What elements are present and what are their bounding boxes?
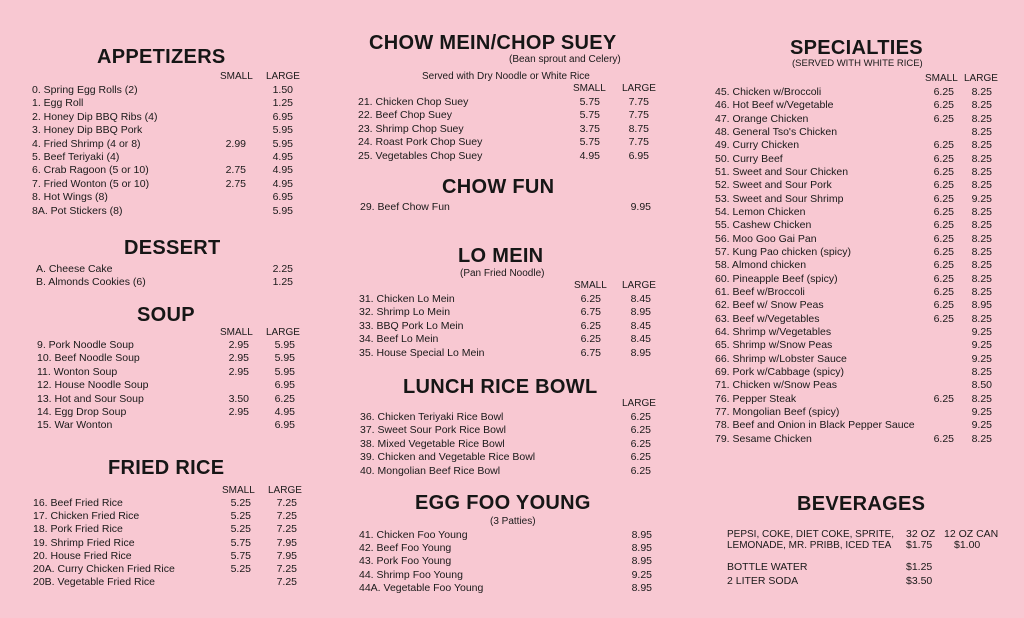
menu-item-small-price: 2.99 [225, 137, 246, 150]
lunch-rice-bowl-large-header: LARGE [622, 398, 656, 409]
chow-mein-subtitle: (Bean sprout and Celery) [509, 54, 621, 65]
fried-rice-title: FRIED RICE [108, 457, 225, 479]
menu-item-small-price: 5.75 [230, 549, 251, 562]
menu-item-name: 8. Hot Wings (8) [32, 191, 108, 204]
menu-item-name: 37. Sweet Sour Pork Rice Bowl [360, 424, 506, 437]
menu-item-name: 47. Orange Chicken [715, 112, 809, 125]
menu-item-large-price: 8.25 [971, 245, 992, 258]
menu-item-large-price: 8.25 [971, 285, 992, 298]
menu-item-small-price: 6.25 [933, 165, 954, 178]
menu-item-name: 19. Shrimp Fried Rice [33, 536, 135, 549]
menu-item-name: 50. Curry Beef [715, 152, 783, 165]
menu-item-small-price: 5.75 [579, 96, 600, 108]
menu-item-large-price: 9.25 [971, 419, 992, 432]
menu-item-large-price: 6.95 [272, 191, 293, 204]
menu-item-small-price: 6.25 [933, 272, 954, 285]
menu-item-small-price: 6.25 [933, 179, 954, 192]
menu-item-large-price: 8.95 [631, 529, 652, 541]
menu-item-large-price: 7.25 [276, 523, 297, 536]
menu-item-large-price: 8.25 [971, 139, 992, 152]
chow-mein-large-header: LARGE [622, 83, 656, 94]
menu-item-name: 38. Mixed Vegetable Rice Bowl [360, 437, 505, 450]
menu-item-small-price: 5.25 [230, 510, 251, 523]
beverages-water-price: $1.25 [906, 561, 933, 573]
menu-item-small-price: 6.25 [933, 392, 954, 405]
menu-item-small-price: 6.25 [933, 285, 954, 298]
lo-mein-subtitle: (Pan Fried Noodle) [460, 268, 545, 279]
menu-item-name: 46. Hot Beef w/Vegetable [715, 99, 834, 112]
menu-item-name: 56. Moo Goo Gai Pan [715, 232, 817, 245]
soup-large-header: LARGE [266, 327, 300, 338]
menu-item-large-price: 9.25 [971, 325, 992, 338]
menu-item-large-price: 8.95 [631, 542, 652, 555]
menu-item-small-price: 6.25 [933, 432, 954, 445]
menu-item-name: 14. Egg Drop Soup [37, 406, 127, 418]
menu-item-name: 35. House Special Lo Mein [359, 346, 485, 359]
menu-item-name: 0. Spring Egg Rolls (2) [32, 84, 138, 96]
menu-item-large-price: 9.95 [630, 201, 651, 213]
menu-item-large-price: 7.75 [628, 136, 649, 149]
menu-item-small-price: 5.75 [230, 536, 251, 549]
menu-item-small-price: 6.25 [933, 152, 954, 165]
menu-item-large-price: 7.95 [276, 549, 297, 562]
beverages-soda-line2: LEMONADE, MR. PRIBB, ICED TEA [727, 540, 892, 551]
menu-item-large-price: 6.25 [274, 392, 295, 405]
menu-item-name: 36. Chicken Teriyaki Rice Bowl [360, 411, 504, 423]
appetizers-small-header: SMALL [220, 71, 253, 82]
menu-item-name: 69. Pork w/Cabbage (spicy) [715, 365, 844, 378]
menu-item-small-price: 6.25 [933, 312, 954, 325]
lo-mein-large-header: LARGE [622, 280, 656, 291]
menu-item-large-price: 1.50 [272, 84, 293, 96]
menu-item-small-price: 6.25 [933, 139, 954, 152]
menu-item-small-price: 5.25 [230, 563, 251, 575]
menu-item-large-price: 8.25 [971, 312, 992, 325]
menu-item-small-price: 5.25 [230, 497, 251, 509]
menu-item-name: 24. Roast Pork Chop Suey [358, 136, 483, 149]
menu-item-name: 15. War Wonton [37, 419, 113, 432]
menu-item-small-price: 2.75 [225, 177, 246, 190]
menu-item-large-price: 6.95 [272, 110, 293, 123]
menu-item-name: 2. Honey Dip BBQ Ribs (4) [32, 110, 158, 123]
menu-item-small-price: 6.75 [580, 346, 601, 359]
menu-item-name: 58. Almond chicken [715, 259, 807, 272]
menu-item-large-price: 6.95 [274, 419, 295, 432]
menu-item-large-price: 7.25 [276, 497, 297, 509]
menu-item-large-price: 8.45 [630, 333, 651, 346]
menu-item-name: 25. Vegetables Chop Suey [358, 149, 483, 162]
menu-item-large-price: 4.95 [272, 151, 293, 163]
menu-item-name: 18. Pork Fried Rice [33, 523, 123, 536]
menu-item-large-price: 8.25 [971, 365, 992, 378]
beverages-price-32oz: $1.75 [906, 539, 933, 551]
menu-item-small-price: 6.25 [580, 333, 601, 346]
menu-item-name: 52. Sweet and Sour Pork [715, 179, 832, 192]
menu-item-small-price: 6.25 [580, 319, 601, 332]
menu-item-name: 23. Shrimp Chop Suey [358, 122, 464, 135]
appetizers-title: APPETIZERS [97, 46, 226, 68]
menu-item-large-price: 4.95 [274, 406, 295, 418]
menu-item-large-price: 6.25 [630, 424, 651, 437]
menu-item-small-price: 6.25 [933, 205, 954, 218]
menu-item-name: 57. Kung Pao chicken (spicy) [715, 245, 851, 258]
menu-item-name: 41. Chicken Foo Young [359, 529, 468, 541]
menu-item-large-price: 8.25 [971, 219, 992, 232]
menu-item-small-price: 6.25 [933, 245, 954, 258]
menu-item-name: 39. Chicken and Vegetable Rice Bowl [360, 451, 536, 464]
menu-item-name: 20. House Fried Rice [33, 549, 132, 562]
menu-item-large-price: 7.75 [628, 109, 649, 122]
egg-foo-young-title: EGG FOO YOUNG [415, 492, 591, 514]
menu-item-large-price: 8.25 [971, 112, 992, 125]
menu-item-name: 53. Sweet and Sour Shrimp [715, 192, 844, 205]
menu-item-large-price: 7.95 [276, 536, 297, 549]
specialties-subtitle: (SERVED WITH WHITE RICE) [792, 58, 923, 69]
menu-item-large-price: 8.25 [971, 86, 992, 98]
menu-item-small-price: 2.95 [228, 352, 249, 365]
menu-item-large-price: 5.95 [274, 365, 295, 378]
menu-item-name: 21. Chicken Chop Suey [358, 96, 469, 108]
menu-item-large-price: 6.25 [630, 411, 651, 423]
menu-item-name: 32. Shrimp Lo Mein [359, 306, 451, 319]
menu-item-small-price: 6.25 [933, 86, 954, 98]
menu-item-large-price: 8.25 [971, 152, 992, 165]
menu-item-name: 33. BBQ Pork Lo Mein [359, 319, 464, 332]
menu-item-small-price: 2.95 [228, 339, 249, 351]
menu-item-name: 61. Beef w/Broccoli [715, 285, 805, 298]
menu-item-large-price: 8.25 [971, 392, 992, 405]
beverages-liter-price: $3.50 [906, 575, 933, 587]
menu-item-large-price: 5.95 [274, 352, 295, 365]
menu-item-large-price: 6.25 [630, 437, 651, 450]
menu-item-small-price: 6.25 [933, 259, 954, 272]
menu-item-large-price: 8.25 [971, 99, 992, 112]
menu-item-name: 34. Beef Lo Mein [359, 333, 439, 346]
menu-item-large-price: 8.95 [630, 346, 651, 359]
menu-item-name: 16. Beef Fried Rice [33, 497, 123, 509]
menu-item-large-price: 1.25 [272, 276, 293, 289]
menu-item-large-price: 8.25 [971, 205, 992, 218]
menu-item-name: 65. Shrimp w/Snow Peas [715, 339, 833, 352]
menu-item-large-price: 8.45 [630, 293, 651, 305]
menu-item-name: A. Cheese Cake [36, 263, 113, 275]
beverages-size-can: 12 OZ CAN [944, 528, 999, 540]
menu-item-small-price: 6.75 [580, 306, 601, 319]
menu-item-large-price: 8.25 [971, 125, 992, 138]
menu-item-large-price: 8.25 [971, 165, 992, 178]
specialties-title: SPECIALTIES [790, 37, 923, 59]
menu-item-large-price: 7.25 [276, 510, 297, 523]
lo-mein-title: LO MEIN [458, 245, 544, 267]
menu-item-name: 42. Beef Foo Young [359, 542, 452, 555]
menu-item-small-price: 6.25 [933, 99, 954, 112]
menu-item-name: 10. Beef Noodle Soup [37, 352, 140, 365]
menu-item-name: 55. Cashew Chicken [715, 219, 812, 232]
menu-item-name: 63. Beef w/Vegetables [715, 312, 820, 325]
menu-item-name: 64. Shrimp w/Vegetables [715, 325, 832, 338]
menu-item-large-price: 8.50 [971, 379, 992, 392]
menu-item-large-price: 7.75 [628, 96, 649, 108]
chow-fun-title: CHOW FUN [442, 176, 555, 198]
menu-item-large-price: 7.25 [276, 576, 297, 589]
menu-item-small-price: 2.95 [228, 406, 249, 418]
fried-rice-large-header: LARGE [268, 485, 302, 496]
egg-foo-young-subtitle: (3 Patties) [490, 516, 536, 527]
menu-item-name: 44. Shrimp Foo Young [359, 568, 463, 581]
menu-item-name: 20B. Vegetable Fried Rice [33, 576, 155, 589]
menu-item-small-price: 5.75 [579, 109, 600, 122]
menu-item-name: 8A. Pot Stickers (8) [32, 204, 123, 217]
dessert-title: DESSERT [124, 237, 221, 259]
menu-item-large-price: 1.25 [272, 97, 293, 110]
menu-item-name: 44A. Vegetable Foo Young [359, 581, 484, 594]
menu-item-large-price: 7.25 [276, 563, 297, 575]
menu-item-name: 3. Honey Dip BBQ Pork [32, 124, 143, 137]
menu-item-name: 20A. Curry Chicken Fried Rice [33, 563, 175, 575]
menu-item-large-price: 8.95 [971, 299, 992, 312]
menu-item-large-price: 6.95 [274, 379, 295, 392]
chow-mein-title: CHOW MEIN/CHOP SUEY [369, 32, 617, 54]
menu-item-small-price: 5.75 [579, 136, 600, 149]
menu-item-name: 1. Egg Roll [32, 97, 84, 110]
menu-item-name: 5. Beef Teriyaki (4) [32, 151, 120, 163]
menu-item-name: 11. Wonton Soup [37, 365, 118, 378]
menu-item-large-price: 8.25 [971, 179, 992, 192]
menu-item-small-price: 6.25 [933, 219, 954, 232]
menu-item-name: 77. Mongolian Beef (spicy) [715, 405, 840, 418]
specialties-large-header: LARGE [964, 73, 998, 84]
menu-item-name: 7. Fried Wonton (5 or 10) [32, 177, 150, 190]
menu-item-large-price: 9.25 [631, 568, 652, 581]
menu-item-name: 79. Sesame Chicken [715, 432, 812, 445]
lunch-rice-bowl-title: LUNCH RICE BOWL [403, 376, 598, 398]
menu-item-large-price: 8.95 [630, 306, 651, 319]
menu-item-large-price: 2.25 [272, 263, 293, 275]
menu-item-name: 51. Sweet and Sour Chicken [715, 165, 849, 178]
beverages-price-can: $1.00 [954, 539, 981, 551]
menu-item-name: 31. Chicken Lo Mein [359, 293, 455, 305]
menu-item-small-price: 6.25 [933, 299, 954, 312]
menu-item-large-price: 5.95 [272, 124, 293, 137]
menu-item-name: 62. Beef w/ Snow Peas [715, 299, 824, 312]
beverages-water-label: BOTTLE WATER [727, 561, 808, 573]
menu-item-name: 60. Pineapple Beef (spicy) [715, 272, 838, 285]
menu-item-name: 48. General Tso's Chicken [715, 125, 838, 138]
chow-mein-note: Served with Dry Noodle or White Rice [422, 71, 590, 82]
lo-mein-small-header: SMALL [574, 280, 607, 291]
menu-item-name: 71. Chicken w/Snow Peas [715, 379, 837, 392]
menu-item-large-price: 4.95 [272, 164, 293, 177]
menu-item-name: 45. Chicken w/Broccoli [715, 86, 822, 98]
fried-rice-small-header: SMALL [222, 485, 255, 496]
menu-item-small-price: 3.50 [228, 392, 249, 405]
appetizers-large-header: LARGE [266, 71, 300, 82]
menu-item-name: 29. Beef Chow Fun [360, 201, 450, 213]
soup-title: SOUP [137, 304, 195, 326]
menu-item-large-price: 9.25 [971, 405, 992, 418]
menu-item-large-price: 5.95 [272, 137, 293, 150]
menu-item-small-price: 4.95 [579, 149, 600, 162]
menu-item-name: 17. Chicken Fried Rice [33, 510, 140, 523]
menu-item-large-price: 8.25 [971, 259, 992, 272]
menu-item-large-price: 6.95 [628, 149, 649, 162]
beverages-title: BEVERAGES [797, 493, 926, 515]
menu-item-small-price: 6.25 [933, 112, 954, 125]
beverages-soda-line1: PEPSI, COKE, DIET COKE, SPRITE, [727, 529, 895, 540]
menu-item-name: B. Almonds Cookies (6) [36, 276, 146, 289]
menu-item-large-price: 9.25 [971, 339, 992, 352]
menu-item-large-price: 8.25 [971, 272, 992, 285]
menu-item-small-price: 2.75 [225, 164, 246, 177]
beverages-liter-label: 2 LITER SODA [727, 575, 799, 587]
menu-item-large-price: 5.95 [274, 339, 295, 351]
menu-item-name: 66. Shrimp w/Lobster Sauce [715, 352, 847, 365]
specialties-small-header: SMALL [925, 73, 958, 84]
soup-small-header: SMALL [220, 327, 253, 338]
menu-item-name: 22. Beef Chop Suey [358, 109, 452, 122]
menu-item-small-price: 6.25 [933, 192, 954, 205]
menu-item-name: 13. Hot and Sour Soup [37, 392, 144, 405]
menu-item-large-price: 4.95 [272, 177, 293, 190]
menu-item-small-price: 5.25 [230, 523, 251, 536]
menu-item-name: 40. Mongolian Beef Rice Bowl [360, 464, 501, 477]
menu-item-name: 78. Beef and Onion in Black Pepper Sauce [715, 419, 915, 432]
menu-item-large-price: 6.25 [630, 464, 651, 477]
menu-item-name: 76. Pepper Steak [715, 392, 797, 405]
menu-item-large-price: 5.95 [272, 204, 293, 217]
menu-item-large-price: 9.25 [971, 352, 992, 365]
menu-item-name: 9. Pork Noodle Soup [37, 339, 134, 351]
menu-item-small-price: 6.25 [933, 232, 954, 245]
menu-item-large-price: 8.45 [630, 319, 651, 332]
menu-item-small-price: 6.25 [580, 293, 601, 305]
menu-item-name: 12. House Noodle Soup [37, 379, 149, 392]
menu-item-name: 4. Fried Shrimp (4 or 8) [32, 137, 141, 150]
menu-item-name: 49. Curry Chicken [715, 139, 800, 152]
menu-item-small-price: 3.75 [579, 122, 600, 135]
menu-item-name: 54. Lemon Chicken [715, 205, 806, 218]
chow-mein-small-header: SMALL [573, 83, 606, 94]
menu-item-large-price: 8.25 [971, 232, 992, 245]
menu-item-large-price: 6.25 [630, 451, 651, 464]
menu-item-large-price: 8.75 [628, 122, 649, 135]
menu-item-small-price: 2.95 [228, 365, 249, 378]
menu-item-name: 6. Crab Ragoon (5 or 10) [32, 164, 149, 177]
menu-item-large-price: 9.25 [971, 192, 992, 205]
menu-item-large-price: 8.95 [631, 555, 652, 568]
menu-item-name: 43. Pork Foo Young [359, 555, 452, 568]
menu-item-large-price: 8.25 [971, 432, 992, 445]
menu-item-large-price: 8.95 [631, 581, 652, 594]
beverages-size-32oz: 32 OZ [906, 528, 936, 540]
